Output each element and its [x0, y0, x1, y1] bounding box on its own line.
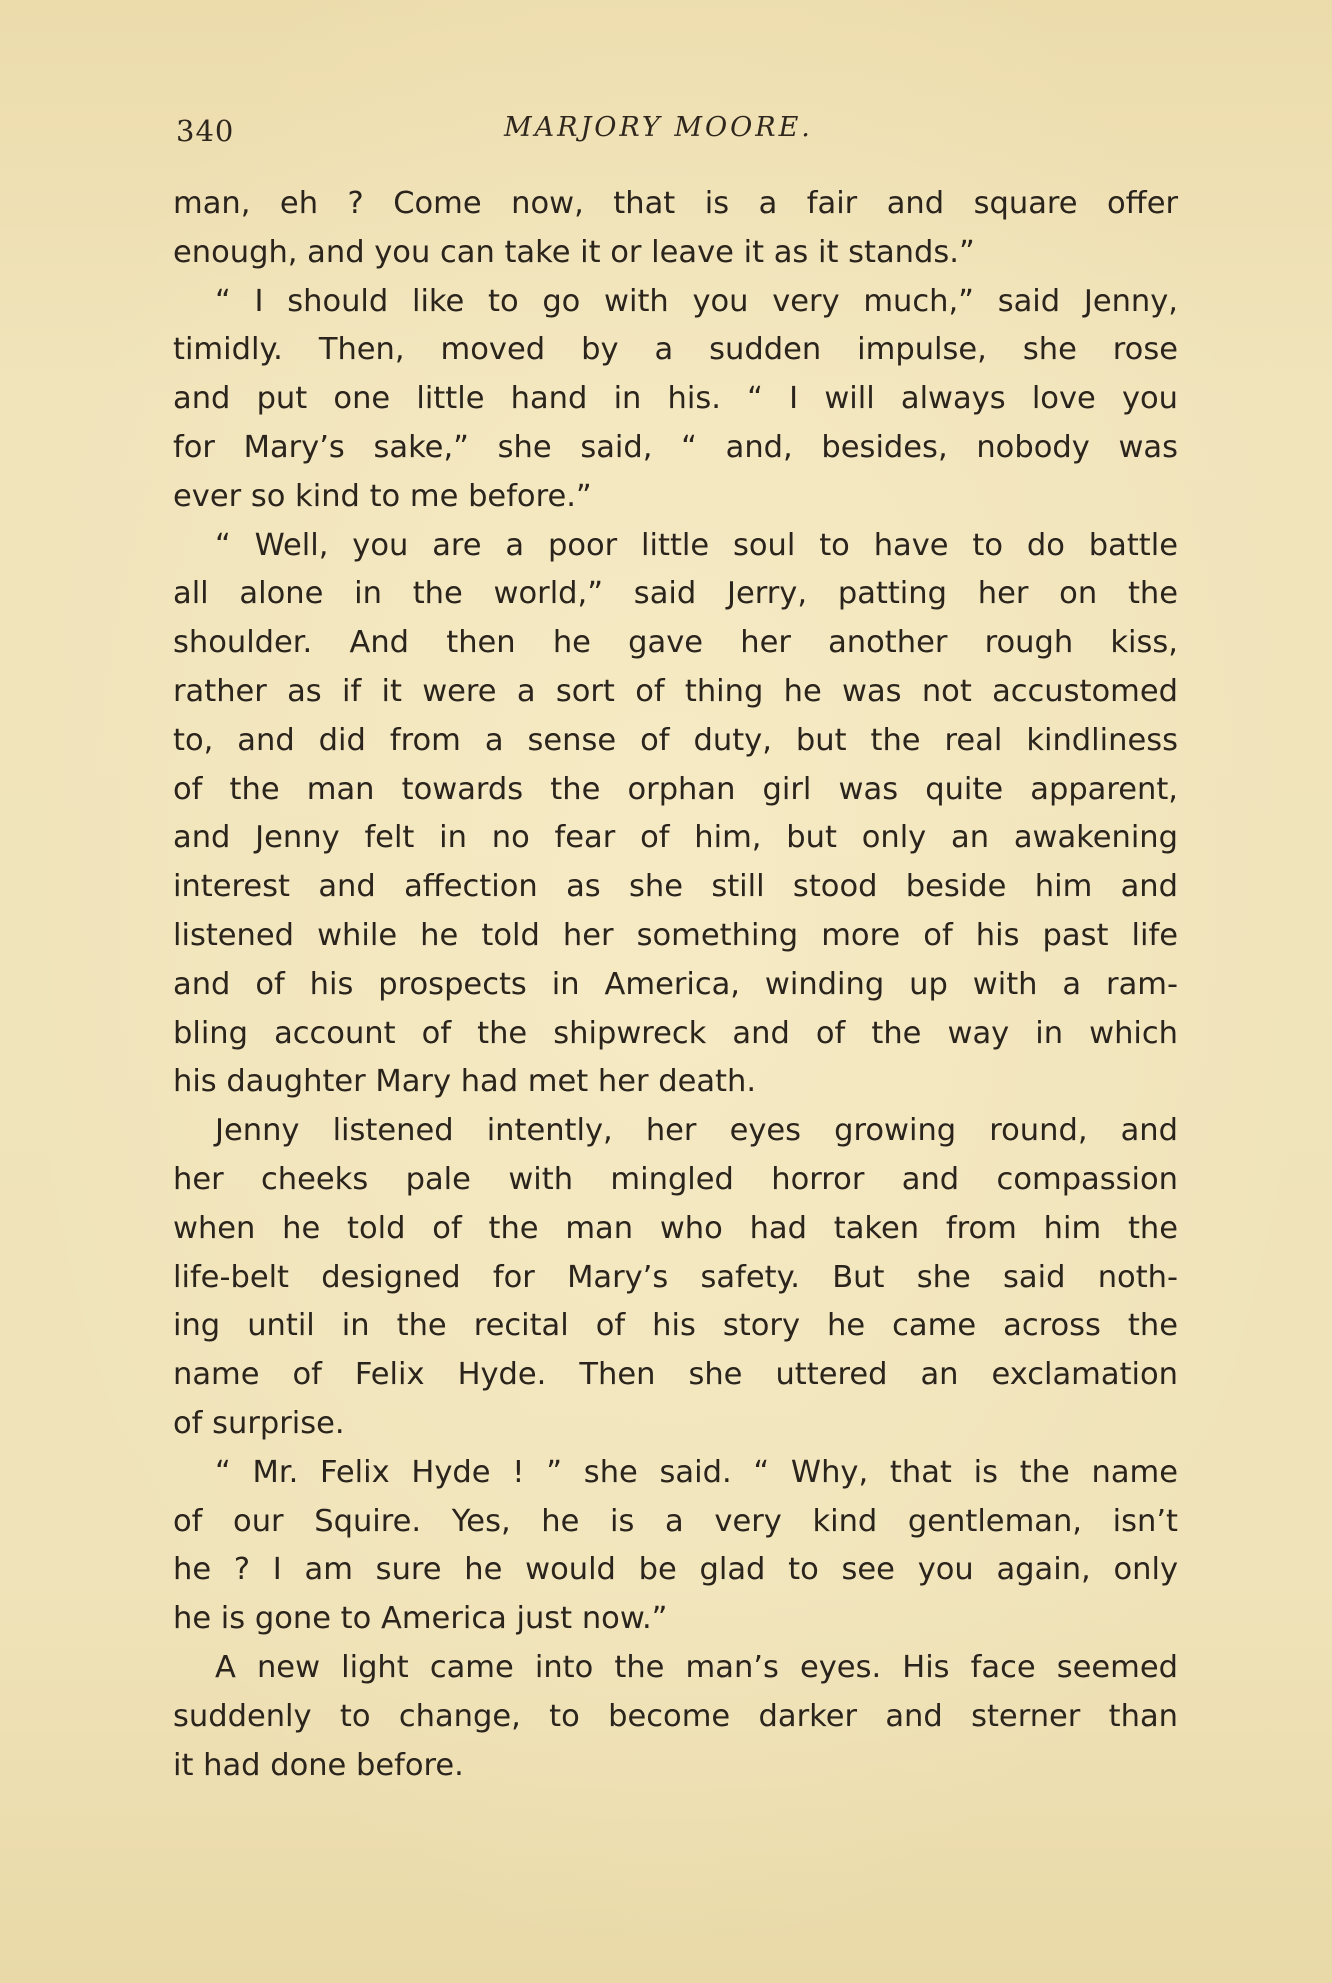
text-line: and Jenny felt in no fear of him, but only an awakening: [173, 820, 1178, 856]
text-line: rather as if it were a sort of thing he was not accustomed: [173, 673, 1178, 709]
text-line: “ Well, you are a poor little soul to have to do battle: [215, 527, 1178, 563]
text-line: to, and did from a sense of duty, but the real kindliness: [173, 722, 1178, 758]
text-line: ing until in the recital of his story he came across the: [173, 1308, 1178, 1344]
text-line: A new light came into the man’s eyes. His face seemed: [215, 1649, 1178, 1685]
text-line: when he told of the man who had taken from him the: [173, 1210, 1178, 1246]
body-text: [173, 180, 1178, 1790]
text-line: bling account of the shipwreck and of the way in which: [173, 1015, 1178, 1051]
page-number: 340: [176, 114, 235, 148]
text-line: of the man towards the orphan girl was quite apparent,: [173, 771, 1178, 807]
text-line: he ? I am sure he would be glad to see you again, only: [173, 1552, 1178, 1588]
running-title: MARJORY MOORE.: [504, 112, 813, 143]
text-line: his daughter Mary had met her death.: [173, 1064, 757, 1100]
text-line: her cheeks pale with mingled horror and compassion: [173, 1161, 1178, 1197]
text-line: suddenly to change, to become darker and sterner than: [173, 1698, 1178, 1734]
text-line: and of his prospects in America, winding up with a ram-: [173, 966, 1178, 1002]
text-line: it had done before.: [173, 1747, 464, 1783]
text-line: interest and affection as she still stood beside him and: [173, 869, 1178, 905]
text-line: name of Felix Hyde. Then she uttered an exclamation: [173, 1357, 1178, 1393]
text-line: and put one little hand in his. “ I will always love you: [173, 381, 1178, 417]
text-line: enough, and you can take it or leave it as it stands.”: [173, 234, 975, 270]
running-head: [176, 108, 1176, 152]
text-line: all alone in the world,” said Jerry, patting her on the: [173, 576, 1178, 612]
text-line: shoulder. And then he gave her another rough kiss,: [173, 625, 1178, 661]
text-line: Jenny listened intently, her eyes growing round, and: [215, 1113, 1178, 1149]
text-line: listened while he told her something more of his past life: [173, 917, 1178, 953]
text-line: he is gone to America just now.”: [173, 1601, 668, 1637]
text-line: man, eh ? Come now, that is a fair and square offer: [173, 186, 1178, 221]
text-line: timidly. Then, moved by a sudden impulse, she rose: [173, 332, 1178, 368]
text-line: “ Mr. Felix Hyde ! ” she said. “ Why, that is the name: [215, 1454, 1178, 1490]
text-line: for Mary’s sake,” she said, “ and, besides, nobody was: [173, 429, 1178, 465]
text-line: “ I should like to go with you very much,” said Jenny,: [215, 283, 1178, 319]
text-line: of surprise.: [173, 1405, 345, 1441]
text-line: life-belt designed for Mary’s safety. But she said noth-: [173, 1259, 1178, 1295]
text-line: of our Squire. Yes, he is a very kind gentleman, isn’t: [173, 1503, 1178, 1539]
text-line: ever so kind to me before.”: [173, 478, 592, 514]
